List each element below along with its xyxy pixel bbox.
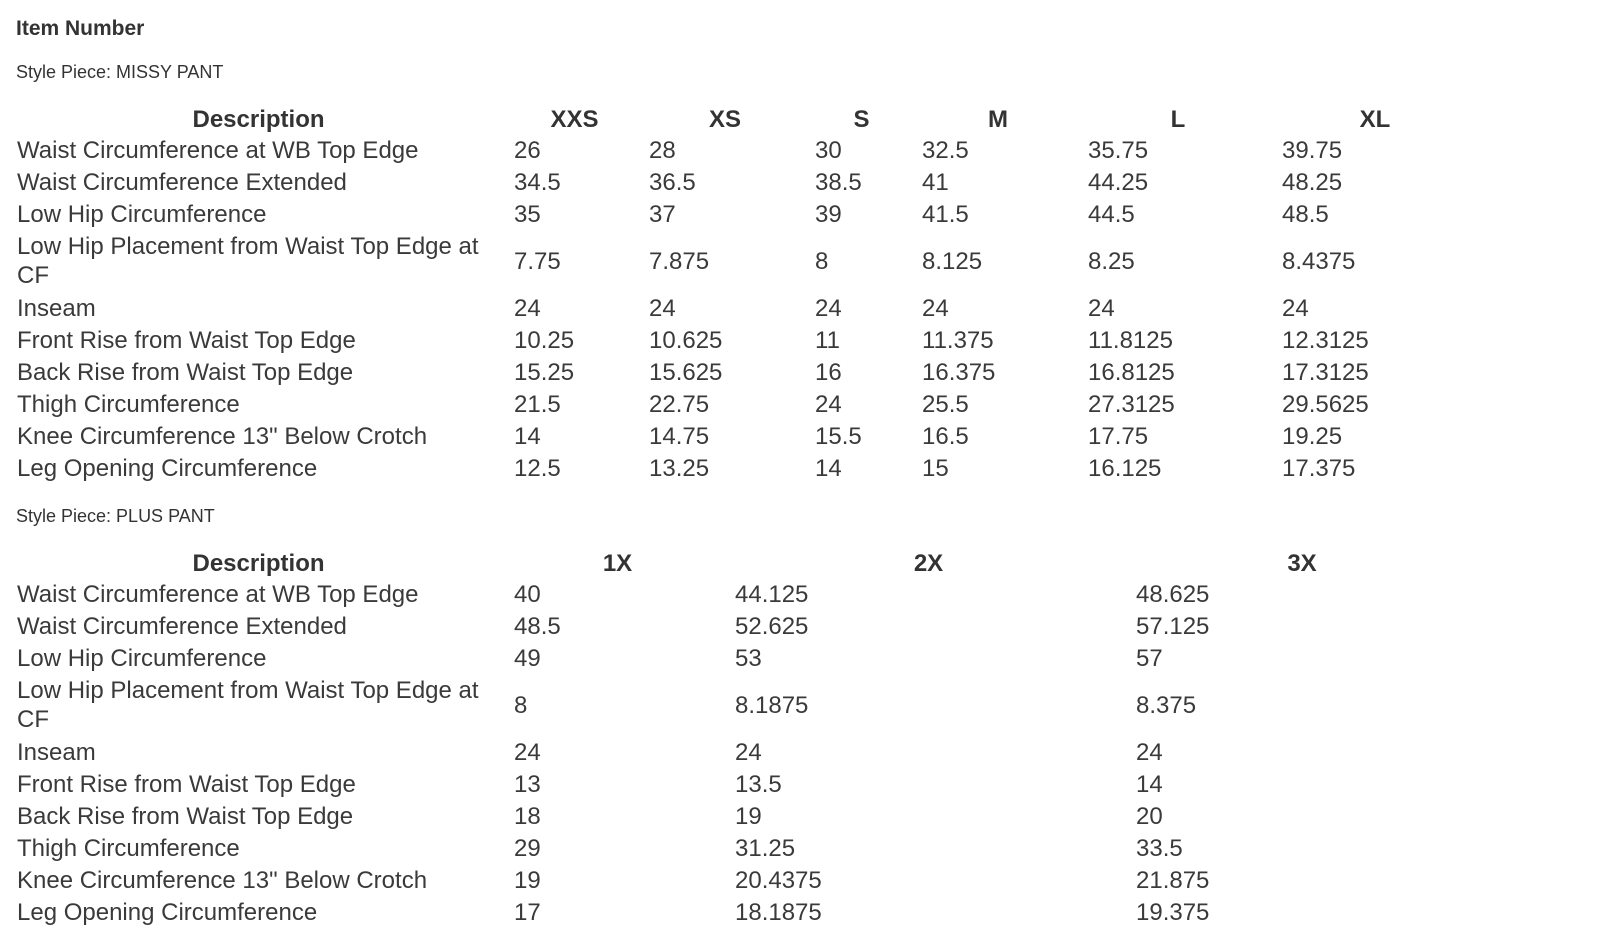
table-row <box>10 230 1475 292</box>
table-row <box>10 800 1475 832</box>
measurement-cell: 16.125 <box>1088 454 1162 482</box>
measurement-cell: 28 <box>649 136 676 164</box>
measurement-cell: 35 <box>514 200 541 228</box>
row-description-cell: Low Hip Circumference <box>17 644 267 672</box>
measurement-cell: 24 <box>1088 294 1115 322</box>
measurement-cell: 24 <box>735 738 762 766</box>
measurement-cell: 33.5 <box>1136 834 1183 862</box>
measurement-cell: 8.125 <box>922 247 983 275</box>
measurement-cell: 10.25 <box>514 326 575 354</box>
missy-header-description: Description <box>192 106 325 133</box>
table-row <box>10 292 1475 324</box>
measurement-cell: 52.625 <box>735 612 809 640</box>
row-description-cell: Low Hip Circumference <box>17 200 267 228</box>
row-description-cell: Front Rise from Waist Top Edge <box>17 770 356 798</box>
measurement-cell: 40 <box>514 580 541 608</box>
measurement-cell: 48.5 <box>1282 200 1329 228</box>
measurement-cell: 8.375 <box>1136 691 1197 719</box>
measurement-cell: 44.25 <box>1088 168 1149 196</box>
measurement-cell: 24 <box>1282 294 1309 322</box>
row-description-cell: Waist Circumference at WB Top Edge <box>17 580 419 608</box>
plus-header-description: Description <box>192 550 325 577</box>
measurement-cell: 39 <box>815 200 842 228</box>
missy-header-l: L <box>1170 106 1186 133</box>
measurement-cell: 24 <box>815 294 842 322</box>
row-description-cell: Knee Circumference 13" Below Crotch <box>17 866 428 894</box>
measurement-cell: 29 <box>514 834 541 862</box>
measurement-cell: 24 <box>514 738 541 766</box>
plus-header-2x: 2X <box>913 550 944 577</box>
measurement-cell: 38.5 <box>815 168 862 196</box>
plus-header-row <box>10 544 1475 578</box>
measurement-cell: 11.375 <box>922 326 994 354</box>
measurement-cell: 14 <box>514 422 541 450</box>
measurement-cell: 12.5 <box>514 454 561 482</box>
row-description-cell: Leg Opening Circumference <box>17 898 318 926</box>
table-row <box>10 166 1475 198</box>
measurement-cell: 19.25 <box>1282 422 1343 450</box>
measurement-cell: 24 <box>649 294 676 322</box>
missy-size-table <box>10 100 1475 484</box>
row-description-cell: Knee Circumference 13" Below Crotch <box>17 422 428 450</box>
table-row <box>10 896 1475 928</box>
item-number-heading: Item Number <box>16 17 145 40</box>
measurement-cell: 8 <box>514 691 528 719</box>
table-row <box>10 356 1475 388</box>
measurement-cell: 15.5 <box>815 422 862 450</box>
missy-header-m: M <box>988 106 1008 133</box>
measurement-cell: 36.5 <box>649 168 696 196</box>
row-description-cell: Inseam <box>17 738 96 766</box>
measurement-cell: 12.3125 <box>1282 326 1369 354</box>
measurement-cell: 11 <box>815 326 840 354</box>
measurement-cell: 20.4375 <box>735 866 822 894</box>
missy-style-piece-label: Style Piece: MISSY PANT <box>16 62 224 82</box>
row-description-cell: Back Rise from Waist Top Edge <box>17 802 354 830</box>
missy-header-s: S <box>853 106 870 133</box>
plus-header-1x: 1X <box>602 550 633 577</box>
measurement-cell: 29.5625 <box>1282 390 1369 418</box>
missy-header-xxs: XXS <box>550 106 599 133</box>
measurement-cell: 16.5 <box>922 422 969 450</box>
measurement-cell: 39.75 <box>1282 136 1343 164</box>
plus-header-3x: 3X <box>1287 550 1317 577</box>
measurement-cell: 17 <box>514 898 541 926</box>
table-row <box>10 832 1475 864</box>
table-row <box>10 198 1475 230</box>
measurement-cell: 8 <box>815 247 829 275</box>
measurement-cell: 35.75 <box>1088 136 1149 164</box>
measurement-cell: 25.5 <box>922 390 969 418</box>
measurement-cell: 31.25 <box>735 834 796 862</box>
table-row <box>10 388 1475 420</box>
measurement-cell: 30 <box>815 136 842 164</box>
measurement-cell: 15 <box>922 454 949 482</box>
measurement-cell: 19 <box>514 866 541 894</box>
measurement-cell: 16 <box>815 358 842 386</box>
measurement-cell: 24 <box>815 390 842 418</box>
measurement-cell: 24 <box>1136 738 1163 766</box>
measurement-cell: 14.75 <box>649 422 710 450</box>
row-description-cell: Waist Circumference at WB Top Edge <box>17 136 419 164</box>
measurement-cell: 13.5 <box>735 770 782 798</box>
measurement-cell: 13.25 <box>649 454 710 482</box>
measurement-cell: 17.375 <box>1282 454 1356 482</box>
measurement-cell: 7.875 <box>649 247 710 275</box>
measurement-cell: 53 <box>735 644 762 672</box>
table-row <box>10 324 1475 356</box>
row-description-cell: Inseam <box>17 294 96 322</box>
measurement-cell: 8.4375 <box>1282 247 1356 275</box>
measurement-cell: 48.25 <box>1282 168 1343 196</box>
measurement-cell: 44.5 <box>1088 200 1135 228</box>
measurement-cell: 24 <box>514 294 541 322</box>
measurement-cell: 16.375 <box>922 358 996 386</box>
table-row <box>10 134 1475 166</box>
measurement-cell: 17.3125 <box>1282 358 1369 386</box>
measurement-cell: 57.125 <box>1136 612 1210 640</box>
measurement-cell: 8.25 <box>1088 247 1135 275</box>
table-row <box>10 736 1475 768</box>
measurement-cell: 15.625 <box>649 358 723 386</box>
measurement-cell: 48.5 <box>514 612 561 640</box>
measurement-cell: 26 <box>514 136 541 164</box>
measurement-cell: 16.8125 <box>1088 358 1175 386</box>
plus-style-piece-label: Style Piece: PLUS PANT <box>16 506 215 526</box>
missy-header-xl: XL <box>1359 106 1391 133</box>
measurement-cell: 27.3125 <box>1088 390 1175 418</box>
measurement-cell: 32.5 <box>922 136 969 164</box>
row-description-cell: Thigh Circumference <box>17 390 240 418</box>
measurement-cell: 11.8125 <box>1088 326 1173 354</box>
measurement-cell: 15.25 <box>514 358 575 386</box>
table-row <box>10 768 1475 800</box>
row-description-cell: Front Rise from Waist Top Edge <box>17 326 356 354</box>
measurement-cell: 24 <box>922 294 949 322</box>
missy-table-body <box>10 134 1475 484</box>
measurement-cell: 41.5 <box>922 200 969 228</box>
measurement-cell: 57 <box>1136 644 1163 672</box>
measurement-cell: 34.5 <box>514 168 561 196</box>
table-row <box>10 420 1475 452</box>
row-description-cell: Low Hip Placement from Waist Top Edge at CF <box>17 677 479 733</box>
table-row <box>10 578 1475 610</box>
table-row <box>10 610 1475 642</box>
plus-size-table <box>10 544 1475 928</box>
measurement-cell: 41 <box>922 168 949 196</box>
measurement-cell: 19.375 <box>1136 898 1210 926</box>
measurement-cell: 17.75 <box>1088 422 1149 450</box>
measurement-cell: 44.125 <box>735 580 809 608</box>
table-row <box>10 864 1475 896</box>
measurement-cell: 22.75 <box>649 390 710 418</box>
measurement-cell: 14 <box>815 454 842 482</box>
measurement-cell: 8.1875 <box>735 691 809 719</box>
measurement-cell: 7.75 <box>514 247 561 275</box>
measurement-cell: 10.625 <box>649 326 723 354</box>
row-description-cell: Waist Circumference Extended <box>17 168 347 196</box>
row-description-cell: Low Hip Placement from Waist Top Edge at CF <box>17 233 479 289</box>
measurement-cell: 21.875 <box>1136 866 1210 894</box>
row-description-cell: Thigh Circumference <box>17 834 240 862</box>
row-description-cell: Leg Opening Circumference <box>17 454 318 482</box>
row-description-cell: Back Rise from Waist Top Edge <box>17 358 354 386</box>
measurement-cell: 21.5 <box>514 390 561 418</box>
row-description-cell: Waist Circumference Extended <box>17 612 347 640</box>
missy-header-row <box>10 100 1475 134</box>
measurement-cell: 37 <box>649 200 676 228</box>
measurement-cell: 48.625 <box>1136 580 1210 608</box>
table-row <box>10 674 1475 736</box>
table-row <box>10 452 1475 484</box>
missy-header-xs: XS <box>708 106 741 133</box>
measurement-cell: 14 <box>1136 770 1163 798</box>
measurement-cell: 18.1875 <box>735 898 822 926</box>
measurement-cell: 18 <box>514 802 541 830</box>
measurement-cell: 19 <box>735 802 762 830</box>
measurement-cell: 13 <box>514 770 541 798</box>
measurement-cell: 20 <box>1136 802 1163 830</box>
plus-table-body <box>10 578 1475 928</box>
measurement-cell: 49 <box>514 644 541 672</box>
table-row <box>10 642 1475 674</box>
